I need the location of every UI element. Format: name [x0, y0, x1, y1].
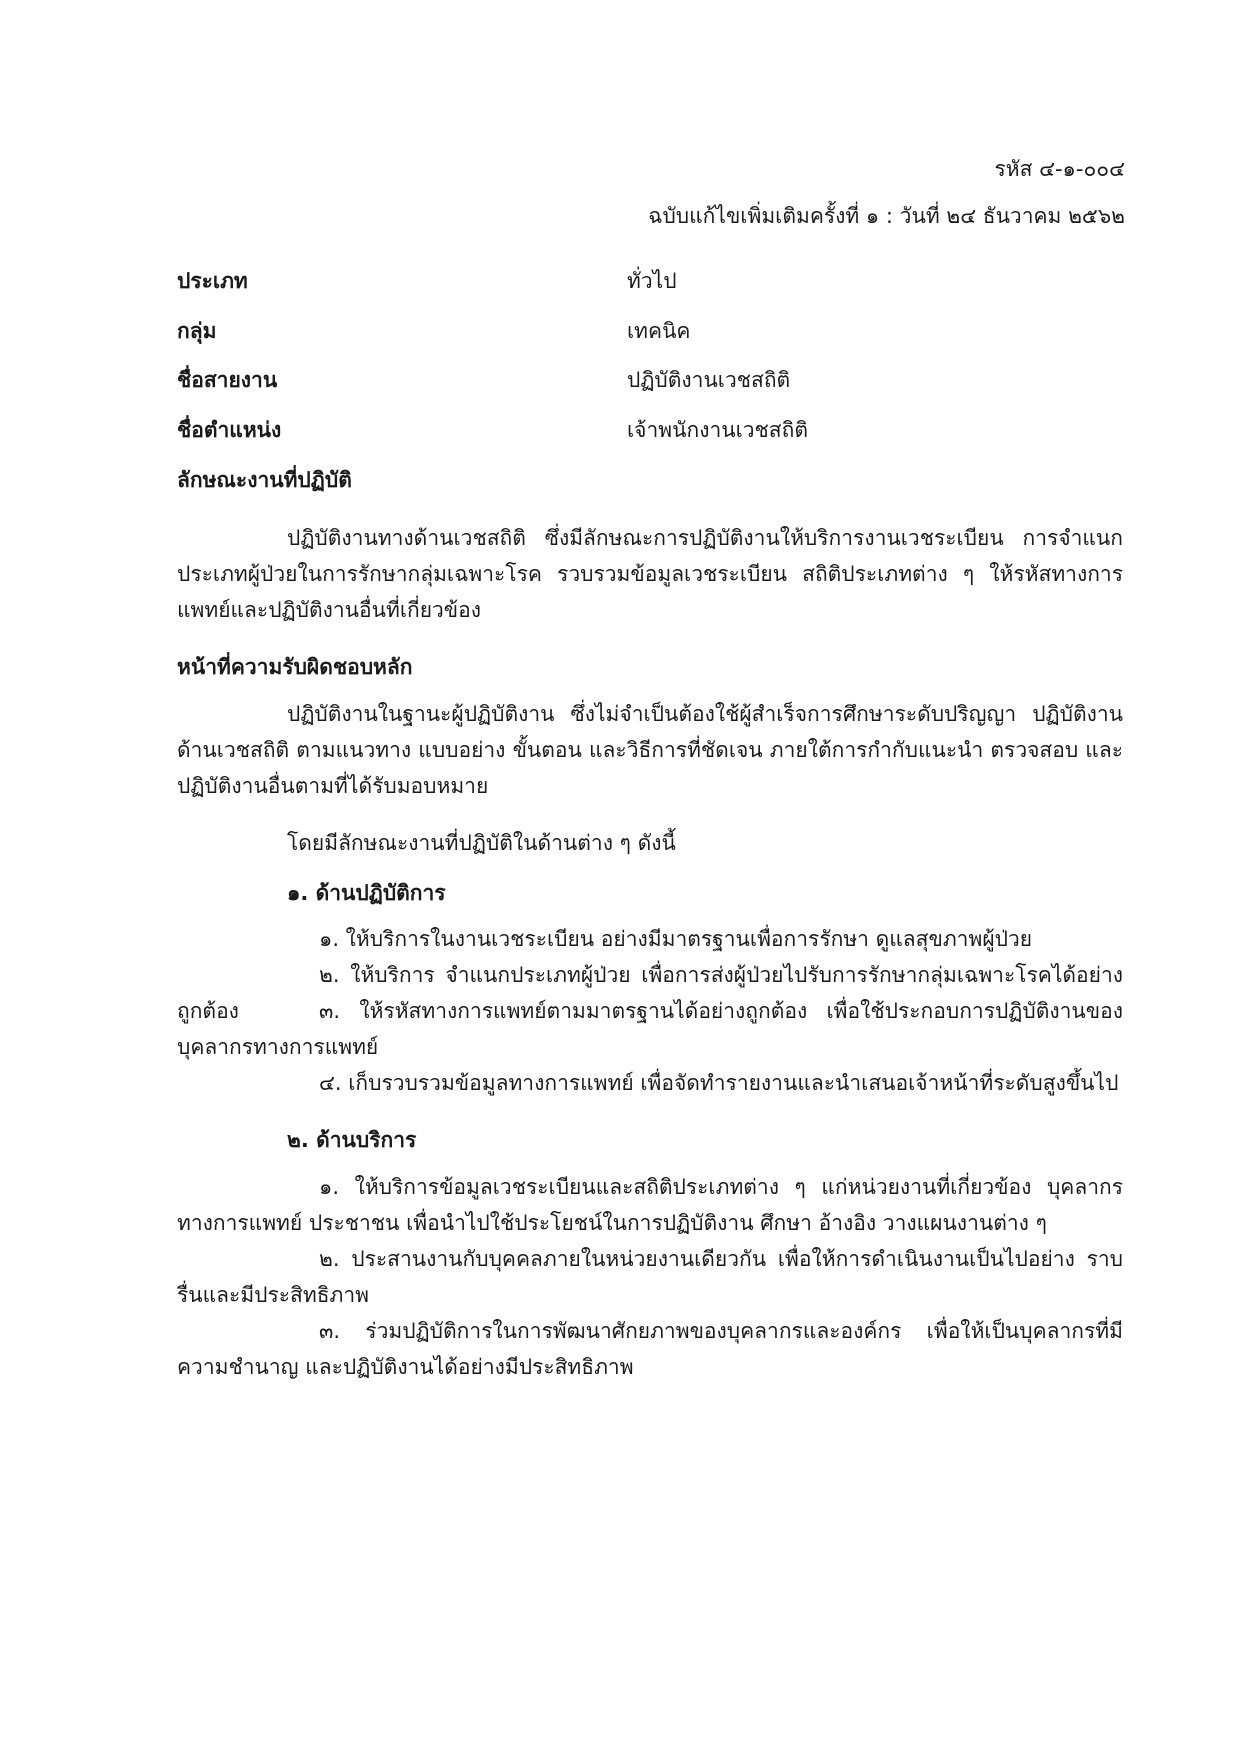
operations-heading: ๑. ด้านปฏิบัติการ	[287, 881, 446, 905]
operations-item-2: ๒. ให้บริการ จำแนกประเภทผู้ป่วย เพื่อการส่งผู้ป่วยไปรับการรักษากลุ่มเฉพาะโรคได้อย่างถูกต้อง	[177, 963, 1123, 1023]
services-item-1: ๑. ให้บริการข้อมูลเวชระเบียนและสถิติประเภทต่าง ๆ แก่หน่วยงานที่เกี่ยวข้อง บุคลากรทางการแพทย์ ประชาชน เพื่อนำไปใช้ประโยชน์ในการปฏิบัติงาน ศึกษา อ้างอิง วางแผนงานต่าง ๆ	[177, 1175, 1123, 1235]
field-label-position: ชื่อตำแหน่ง	[177, 418, 282, 442]
field-label-group: กลุ่ม	[177, 319, 217, 343]
field-value-type: ทั่วไป	[627, 269, 677, 293]
nature-heading: ลักษณะงานที่ปฏิบัติ	[177, 468, 352, 492]
field-value-position: เจ้าพนักงานเวชสถิติ	[627, 418, 808, 442]
document-code: รหัส ๔-๑-๐๐๔	[994, 157, 1125, 181]
operations-item-3: ๓. ให้รหัสทางการแพทย์ตามมาตรฐานได้อย่างถูกต้อง เพื่อใช้ประกอบการปฏิบัติงานของบุคลากรทางการแพทย์	[177, 999, 1123, 1059]
operations-item-4: ๔. เก็บรวบรวมข้อมูลทางการแพทย์ เพื่อจัดทำรายงานและนำเสนอเจ้าหน้าที่ระดับสูงขึ้นไป	[319, 1071, 1119, 1095]
duties-heading: หน้าที่ความรับผิดชอบหลัก	[177, 655, 413, 679]
field-label-line: ชื่อสายงาน	[177, 368, 278, 392]
field-value-group: เทคนิค	[627, 319, 691, 343]
nature-paragraph: ปฏิบัติงานทางด้านเวชสถิติ ซึ่งมีลักษณะการปฏิบัติงานให้บริการงานเวชระเบียน การจำแนกประเภทผู้ป่วยในการรักษากลุ่มเฉพาะโรค รวบรวมข้อมูลเวชระเบียน สถิติประเภทต่าง ๆ ให้รหัสทางการแพทย์และปฏิบัติงานอื่นที่เกี่ยวข้อง	[177, 526, 1123, 622]
duties-intro: โดยมีลักษณะงานที่ปฏิบัติในด้านต่าง ๆ ดังนี้	[287, 831, 676, 855]
duties-paragraph: ปฏิบัติงานในฐานะผู้ปฏิบัติงาน ซึ่งไม่จำเป็นต้องใช้ผู้สำเร็จการศึกษาระดับปริญญา ปฏิบัติงานด้านเวชสถิติ ตามแนวทาง แบบอย่าง ขั้นตอน และวิธีการที่ชัดเจน ภายใต้การกำกับแนะนำ ตรวจสอบ และปฏิบัติงานอื่นตามที่ได้รับมอบหมาย	[177, 702, 1123, 798]
operations-item-1: ๑. ให้บริการในงานเวชระเบียน อย่างมีมาตรฐานเพื่อการรักษา ดูแลสุขภาพผู้ป่วย	[319, 927, 1033, 951]
services-item-3: ๓. ร่วมปฏิบัติการในการพัฒนาศักยภาพของบุคลากรและองค์กร เพื่อให้เป็นบุคลากรที่มีความชำนาญ และปฏิบัติงานได้อย่างมีประสิทธิภาพ	[177, 1319, 1123, 1379]
field-value-line: ปฏิบัติงานเวชสถิติ	[627, 368, 791, 392]
field-label-type: ประเภท	[177, 269, 248, 293]
amendment-line: ฉบับแก้ไขเพิ่มเติมครั้งที่ ๑ : วันที่ ๒๔ ธันวาคม ๒๕๖๒	[648, 204, 1125, 228]
services-heading: ๒. ด้านบริการ	[287, 1128, 417, 1152]
services-item-2: ๒. ประสานงานกับบุคคลภายในหน่วยงานเดียวกัน เพื่อให้การดำเนินงานเป็นไปอย่าง ราบรื่นและมีประสิทธิภาพ	[177, 1247, 1123, 1307]
